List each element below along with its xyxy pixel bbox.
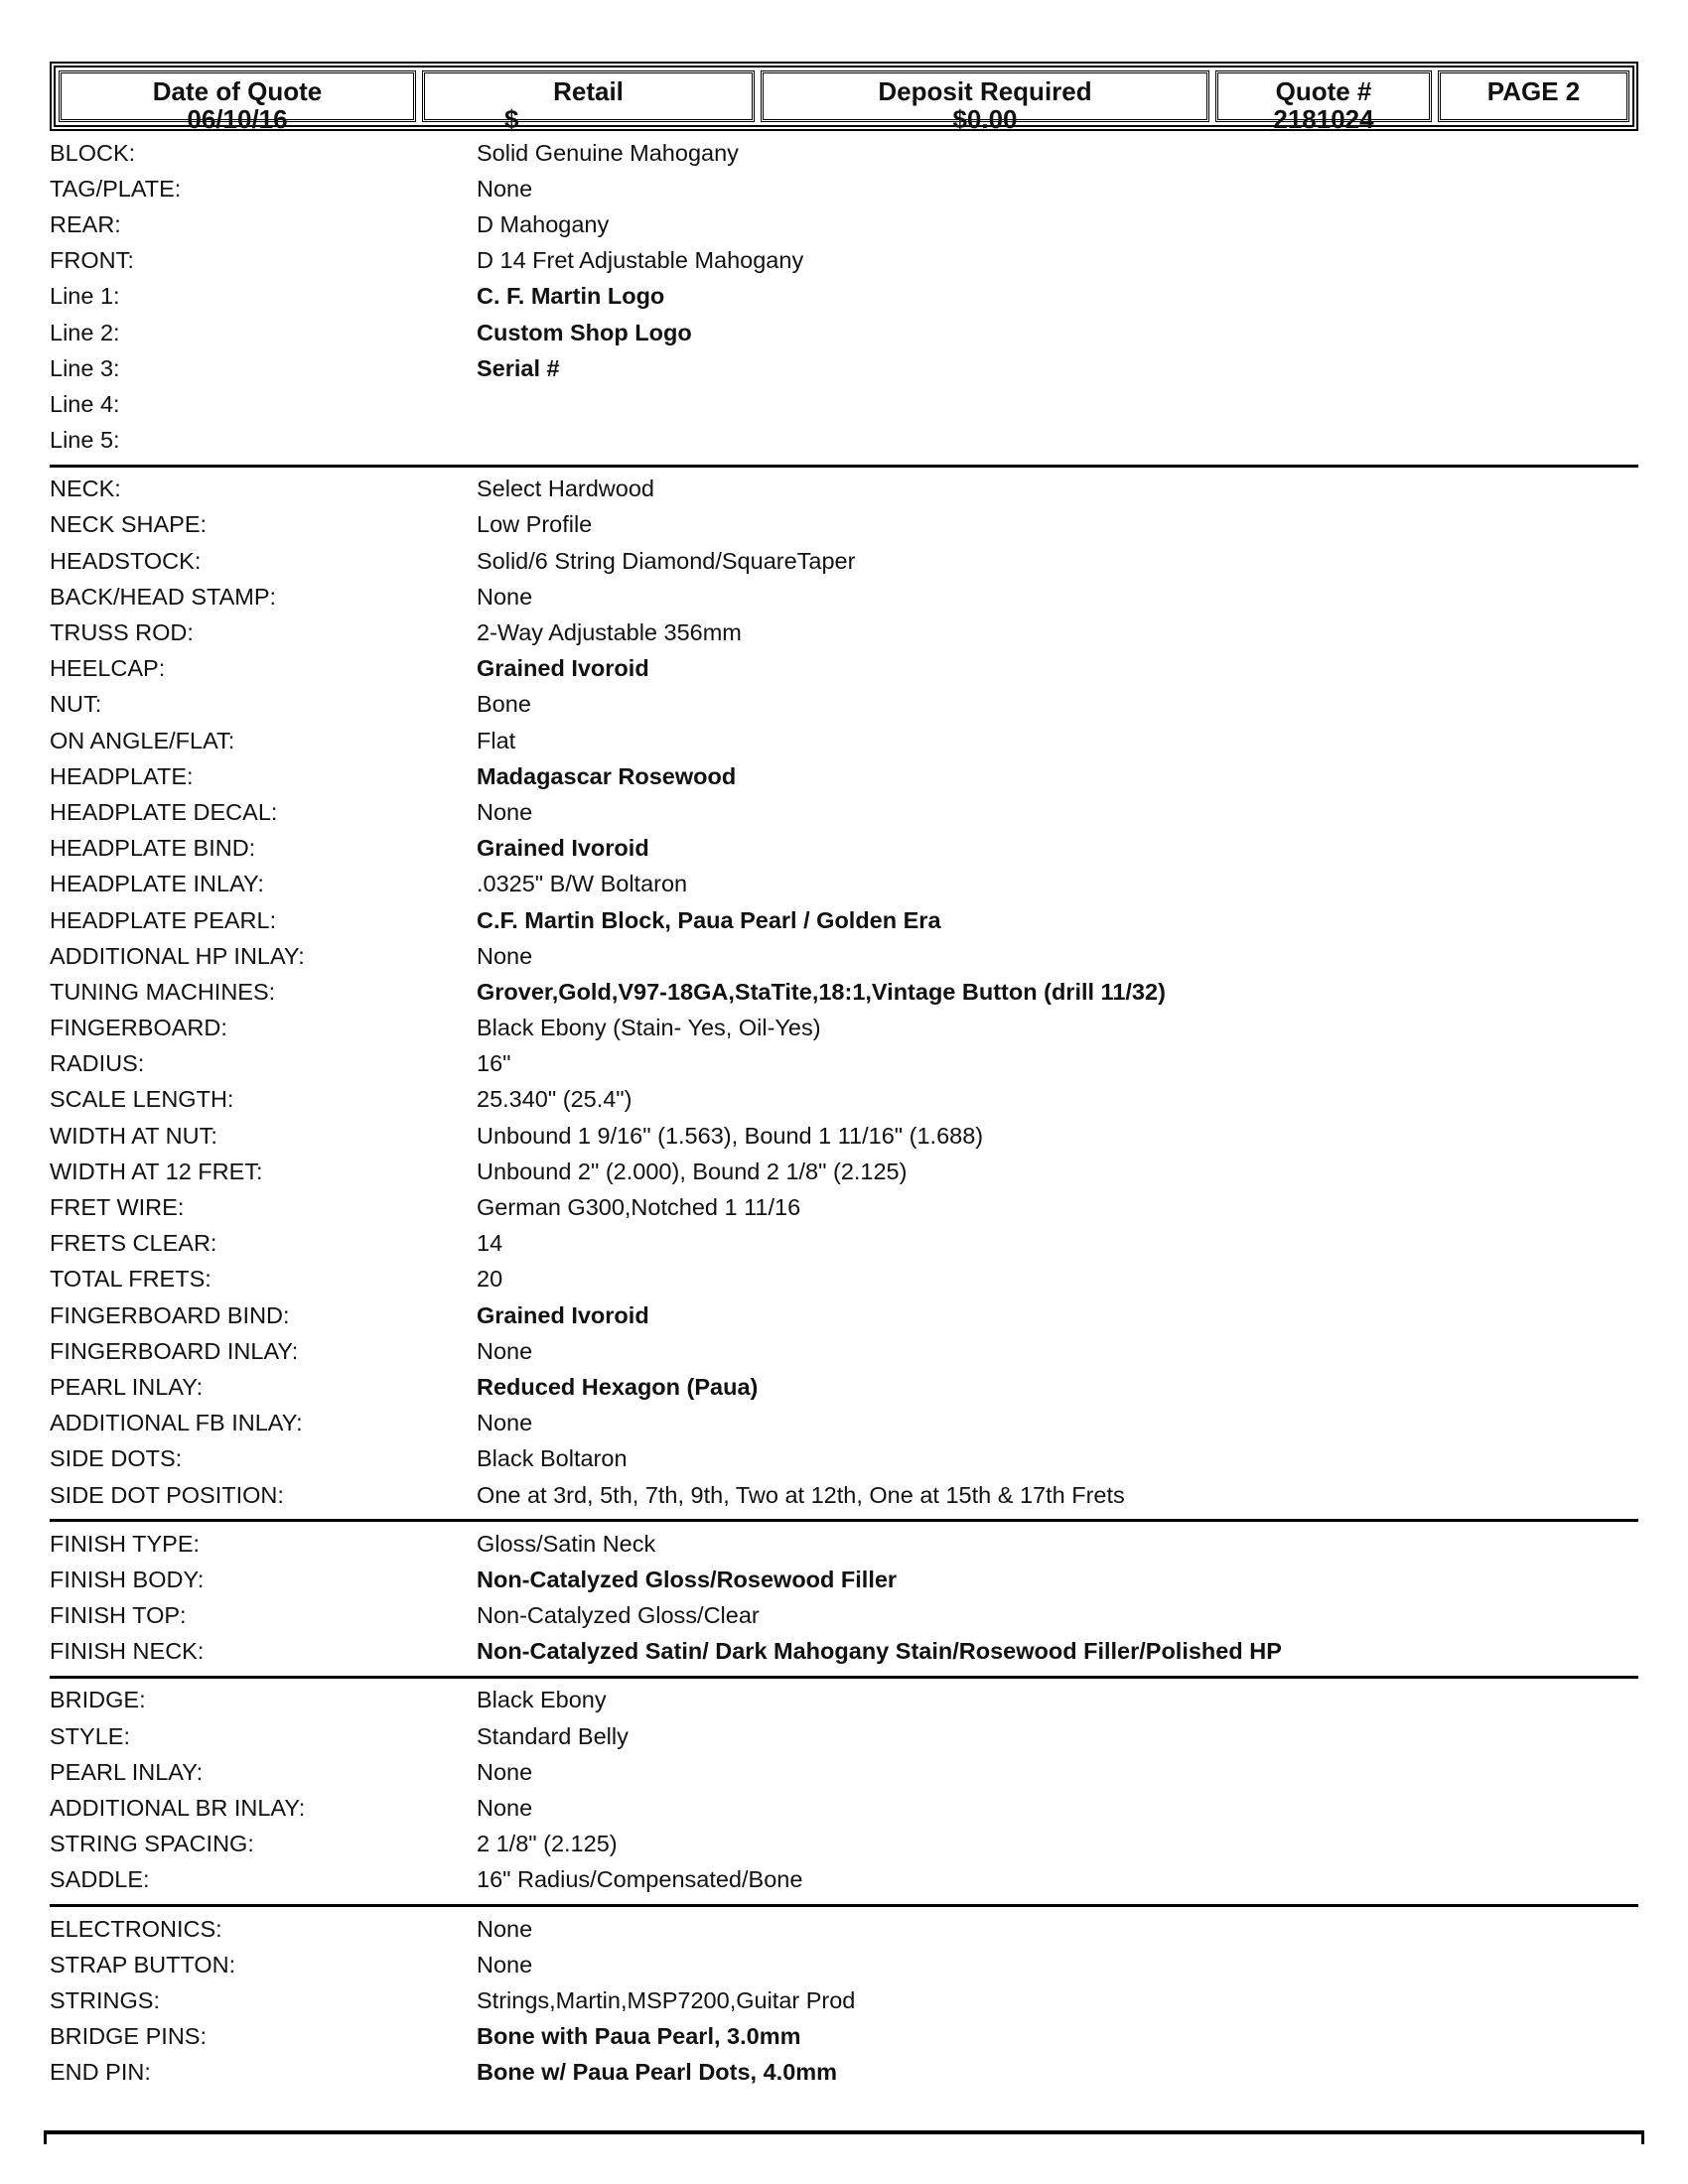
spec-row: [50, 1226, 1638, 1262]
spec-value: 16": [477, 1050, 511, 1077]
spec-label: SADDLE:: [50, 1866, 150, 1893]
spec-label: FRET WIRE:: [50, 1194, 185, 1221]
spec-row: [50, 831, 1638, 867]
spec-value: C.F. Martin Block, Paua Pearl / Golden Era: [477, 906, 941, 933]
spec-label: BLOCK:: [50, 139, 136, 166]
spec-value: 2 1/8" (2.125): [477, 1831, 618, 1857]
spec-label: ADDITIONAL HP INLAY:: [50, 942, 305, 969]
spec-value: None: [477, 1410, 533, 1436]
spec-value: Grained Ivoroid: [477, 655, 649, 682]
spec-label: FINISH NECK:: [50, 1638, 205, 1665]
spec-value: Flat: [477, 727, 516, 753]
spec-label: NECK SHAPE:: [50, 511, 208, 538]
spec-value: None: [477, 1758, 533, 1785]
deposit-label: Deposit Required: [878, 76, 1092, 106]
spec-label: BRIDGE:: [50, 1687, 146, 1713]
page-number-cell: [1438, 70, 1629, 122]
spec-row: [50, 1369, 1638, 1405]
spec-label: HEADPLATE:: [50, 762, 194, 789]
spec-value: Unbound 1 9/16" (1.563), Bound 1 11/16" (1.688): [477, 1122, 984, 1149]
spec-label: ELECTRONICS:: [50, 1915, 222, 1942]
spec-label: REAR:: [50, 210, 121, 237]
spec-value: Reduced Hexagon (Paua): [477, 1373, 759, 1400]
spec-label: FINGERBOARD BIND:: [50, 1301, 290, 1328]
spec-value: None: [477, 1951, 533, 1978]
spec-row: [50, 758, 1638, 794]
spec-value: Select Hardwood: [477, 476, 654, 502]
quote-page: [50, 62, 1638, 2097]
spec-row: [50, 1754, 1638, 1790]
spec-value: Unbound 2" (2.000), Bound 2 1/8" (2.125): [477, 1158, 908, 1184]
spec-row: [50, 543, 1638, 579]
spec-label: FRONT:: [50, 247, 134, 274]
spec-row: [50, 2055, 1638, 2091]
spec-value: Non-Catalyzed Gloss/Rosewood Filler: [477, 1566, 898, 1592]
spec-label: SIDE DOTS:: [50, 1445, 183, 1472]
spec-label: PEARL INLAY:: [50, 1373, 204, 1400]
quote-header: [50, 62, 1638, 134]
spec-value: Low Profile: [477, 511, 593, 538]
spec-value: One at 3rd, 5th, 7th, 9th, Two at 12th, One at 15th & 17th Frets: [477, 1481, 1125, 1508]
spec-row: [50, 2019, 1638, 2055]
footer-rule: [44, 2130, 1644, 2134]
spec-value: Non-Catalyzed Gloss/Clear: [477, 1602, 760, 1629]
spec-row: [50, 938, 1638, 974]
spec-label: SIDE DOT POSITION:: [50, 1481, 284, 1508]
deposit-value: $0.00: [952, 104, 1018, 134]
spec-row: [50, 1189, 1638, 1225]
spec-row: [50, 1333, 1638, 1369]
spec-value: Solid Genuine Mahogany: [477, 139, 739, 166]
spec-value: Non-Catalyzed Satin/ Dark Mahogany Stain/Rosewood Filler/Polished HP: [477, 1638, 1282, 1665]
spec-value: 14: [477, 1230, 503, 1257]
spec-label: Line 2:: [50, 319, 120, 345]
spec-label: HEADPLATE PEARL:: [50, 906, 277, 933]
spec-row: [50, 1526, 1638, 1562]
spec-row: [50, 1046, 1638, 1082]
spec-row: [50, 794, 1638, 830]
spec-label: Line 3:: [50, 354, 120, 381]
spec-body: [50, 131, 1638, 2097]
spec-row: [50, 1262, 1638, 1297]
spec-value: .0325" B/W Boltaron: [477, 871, 688, 897]
spec-value: None: [477, 1915, 533, 1942]
spec-value: Black Boltaron: [477, 1445, 628, 1472]
spec-row: [50, 507, 1638, 543]
spec-label: HEADPLATE DECAL:: [50, 798, 278, 825]
spec-row: [50, 350, 1638, 386]
spec-row: [50, 614, 1638, 650]
spec-row: [50, 1982, 1638, 2018]
spec-label: FINISH BODY:: [50, 1566, 205, 1592]
spec-label: FINISH TYPE:: [50, 1530, 201, 1557]
spec-row: [50, 1947, 1638, 1982]
spec-value: Bone w/ Paua Pearl Dots, 4.0mm: [477, 2059, 838, 2086]
spec-label: WIDTH AT NUT:: [50, 1122, 217, 1149]
spec-value: C. F. Martin Logo: [477, 283, 665, 310]
date-of-quote-value: 06/10/16: [187, 104, 288, 134]
spec-row: [50, 423, 1638, 459]
spec-value: None: [477, 175, 533, 202]
date-of-quote-cell: [59, 70, 416, 134]
spec-label: HEADPLATE INLAY:: [50, 871, 264, 897]
spec-value: Grained Ivoroid: [477, 835, 649, 862]
spec-value: Grover,Gold,V97-18GA,StaTite,18:1,Vintage Button (drill 11/32): [477, 978, 1166, 1005]
retail-cell: [422, 70, 755, 134]
spec-value: D Mahogany: [477, 210, 610, 237]
spec-row: [50, 279, 1638, 315]
spec-label: STRAP BUTTON:: [50, 1951, 236, 1978]
quote-number-value: 2181024: [1273, 104, 1374, 134]
spec-label: NECK:: [50, 476, 121, 502]
spec-value: German G300,Notched 1 11/16: [477, 1194, 801, 1221]
spec-label: PEARL INLAY:: [50, 1758, 204, 1785]
spec-value: Grained Ivoroid: [477, 1301, 649, 1328]
spec-row: [50, 687, 1638, 723]
spec-row: [50, 1862, 1638, 1898]
spec-value: Black Ebony: [477, 1687, 607, 1713]
spec-label: FINISH TOP:: [50, 1602, 187, 1629]
spec-label: FINGERBOARD INLAY:: [50, 1337, 299, 1364]
spec-value: Serial #: [477, 354, 560, 381]
spec-label: ADDITIONAL FB INLAY:: [50, 1410, 303, 1436]
spec-row: [50, 902, 1638, 938]
spec-value: None: [477, 583, 533, 610]
spec-value: Madagascar Rosewood: [477, 762, 737, 789]
spec-value: Custom Shop Logo: [477, 319, 692, 345]
spec-row: [50, 1011, 1638, 1046]
spec-label: Line 4:: [50, 390, 120, 417]
spec-row: [50, 1911, 1638, 1947]
spec-row: [50, 1477, 1638, 1513]
spec-row: [50, 135, 1638, 171]
spec-label: HEELCAP:: [50, 655, 166, 682]
spec-row: [50, 1406, 1638, 1441]
spec-row: [50, 1154, 1638, 1189]
spec-row: [50, 1297, 1638, 1333]
spec-value: 16" Radius/Compensated/Bone: [477, 1866, 803, 1893]
spec-label: STYLE:: [50, 1722, 130, 1749]
spec-section: [50, 1522, 1638, 1679]
spec-value: Gloss/Satin Neck: [477, 1530, 656, 1557]
spec-row: [50, 867, 1638, 902]
spec-value: None: [477, 1337, 533, 1364]
spec-label: TUNING MACHINES:: [50, 978, 276, 1005]
spec-label: STRINGS:: [50, 1986, 160, 2013]
spec-section: [50, 468, 1638, 1522]
spec-value: Bone with Paua Pearl, 3.0mm: [477, 2023, 801, 2050]
spec-value: Standard Belly: [477, 1722, 629, 1749]
spec-row: [50, 1598, 1638, 1634]
spec-label: STRING SPACING:: [50, 1831, 254, 1857]
spec-label: Line 1:: [50, 283, 120, 310]
spec-row: [50, 1790, 1638, 1826]
spec-label: BACK/HEAD STAMP:: [50, 583, 277, 610]
spec-section: [50, 131, 1638, 468]
spec-value: Bone: [477, 691, 531, 718]
spec-row: [50, 974, 1638, 1010]
spec-label: FINGERBOARD:: [50, 1015, 227, 1041]
spec-value: D 14 Fret Adjustable Mahogany: [477, 247, 804, 274]
spec-label: TRUSS ROD:: [50, 619, 194, 646]
spec-label: TOTAL FRETS:: [50, 1266, 211, 1293]
spec-value: None: [477, 798, 533, 825]
spec-row: [50, 206, 1638, 242]
spec-value: 25.340" (25.4"): [477, 1086, 633, 1113]
spec-value: 2-Way Adjustable 356mm: [477, 619, 742, 646]
spec-label: WIDTH AT 12 FRET:: [50, 1158, 263, 1184]
spec-row: [50, 386, 1638, 422]
spec-value: Solid/6 String Diamond/SquareTaper: [477, 547, 856, 574]
spec-label: SCALE LENGTH:: [50, 1086, 234, 1113]
spec-label: END PIN:: [50, 2059, 151, 2086]
date-of-quote-label: Date of Quote: [152, 76, 323, 106]
spec-row: [50, 243, 1638, 279]
spec-row: [50, 1827, 1638, 1862]
spec-row: [50, 651, 1638, 687]
spec-row: [50, 1082, 1638, 1118]
spec-row: [50, 171, 1638, 206]
spec-row: [50, 1683, 1638, 1718]
deposit-cell: [761, 70, 1209, 134]
retail-value: $: [504, 104, 519, 134]
spec-label: HEADSTOCK:: [50, 547, 202, 574]
spec-value: None: [477, 1795, 533, 1822]
spec-row: [50, 579, 1638, 614]
spec-value: Black Ebony (Stain- Yes, Oil-Yes): [477, 1015, 821, 1041]
spec-section: [50, 1907, 1638, 2097]
spec-row: [50, 1441, 1638, 1477]
spec-label: FRETS CLEAR:: [50, 1230, 217, 1257]
spec-row: [50, 1718, 1638, 1754]
spec-row: [50, 472, 1638, 507]
spec-value: 20: [477, 1266, 503, 1293]
quote-number-label: Quote #: [1275, 76, 1372, 106]
spec-label: NUT:: [50, 691, 102, 718]
spec-label: HEADPLATE BIND:: [50, 835, 256, 862]
page-number-label: PAGE 2: [1486, 76, 1581, 106]
spec-label: TAG/PLATE:: [50, 175, 182, 202]
spec-value: None: [477, 942, 533, 969]
spec-row: [50, 1634, 1638, 1670]
spec-label: ON ANGLE/FLAT:: [50, 727, 235, 753]
spec-row: [50, 1562, 1638, 1597]
spec-label: RADIUS:: [50, 1050, 145, 1077]
retail-label: Retail: [553, 76, 624, 106]
spec-row: [50, 1118, 1638, 1154]
spec-row: [50, 315, 1638, 350]
spec-section: [50, 1679, 1638, 1907]
spec-label: BRIDGE PINS:: [50, 2023, 208, 2050]
spec-value: Strings,Martin,MSP7200,Guitar Prod: [477, 1986, 856, 2013]
spec-label: ADDITIONAL BR INLAY:: [50, 1795, 306, 1822]
quote-number-cell: [1215, 70, 1432, 134]
spec-row: [50, 723, 1638, 758]
spec-label: Line 5:: [50, 427, 120, 454]
